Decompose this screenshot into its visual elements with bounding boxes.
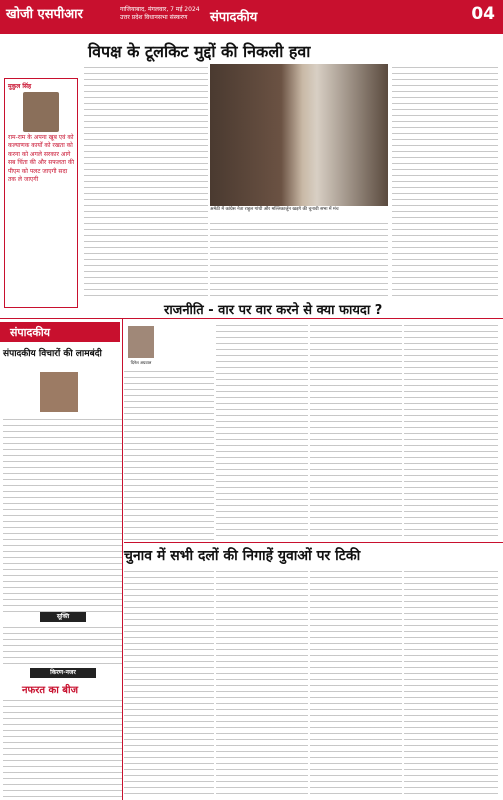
article2-headline: राजनीति - वार पर वार करने से क्या फायदा ? [164, 303, 383, 318]
edition-text: उत्तर प्रदेश विधानसभा संस्करण [120, 14, 188, 21]
article3-column-4 [404, 568, 498, 796]
brief-text [3, 624, 123, 664]
author-name: दिनेश अग्रवाल [130, 360, 152, 365]
article3-column-2 [216, 568, 308, 796]
article3-column-1 [124, 568, 214, 796]
date-line [120, 6, 200, 22]
article3-headline: चुनाव में सभी दलों की निगाहें युवाओं पर टिकी [124, 548, 361, 564]
masthead [0, 0, 503, 34]
article2-column-4 [404, 322, 498, 540]
kiran-headline: नफरत का बीज [22, 685, 79, 696]
brief-label: सूक्ति [40, 612, 86, 622]
quote-author-photo [23, 92, 59, 132]
kiran-label: किरण-नजर [30, 668, 96, 678]
quote-text: राम-राम के अपना खूब एवं को कल्याणक कार्यों को रखता को करना को अगले सरकार आगे सब चिंता की और सफलता की पीएम को पलट जाएगी सदा तक ले जाएगी [8, 134, 74, 184]
sampadakiya-headline: संपादकीय विचारों की लामबंदी [3, 349, 102, 359]
page-number: 04 [471, 4, 495, 24]
article1-column-2 [210, 220, 388, 296]
author-photo [128, 326, 154, 358]
article1-column-1 [84, 64, 208, 300]
quote-author: मुकुल सिंह [8, 83, 32, 90]
date-text: गाजियाबाद, मंगलवार, 7 मई 2024 [120, 6, 200, 13]
kiran-text [3, 697, 123, 797]
paper-name: खोजी एसपीआर [6, 7, 83, 22]
divider [0, 318, 503, 319]
article1-column-3 [392, 64, 498, 296]
article1-headline: विपक्ष के टूलकिट मुद्दों की निकली हवा [88, 42, 311, 61]
sampadakiya-text [3, 416, 123, 616]
article1-photo [210, 64, 388, 206]
photo-caption: अमेठी में कांग्रेस नेता राहुल गांधी और मल्लिकार्जुन खड़गे की चुनावी सभा में मंच [210, 207, 339, 212]
sidebar-quote-box [4, 78, 78, 308]
article2-column-1 [124, 368, 214, 540]
section-title: संपादकीय [210, 10, 258, 25]
article3-column-3 [310, 568, 402, 796]
sampadakiya-label: संपादकीय [0, 322, 120, 342]
article2-column-3 [310, 322, 402, 540]
vertical-divider [122, 318, 123, 800]
sampadakiya-photo [40, 372, 78, 412]
divider-2 [124, 542, 503, 543]
article2-column-2 [216, 322, 308, 540]
